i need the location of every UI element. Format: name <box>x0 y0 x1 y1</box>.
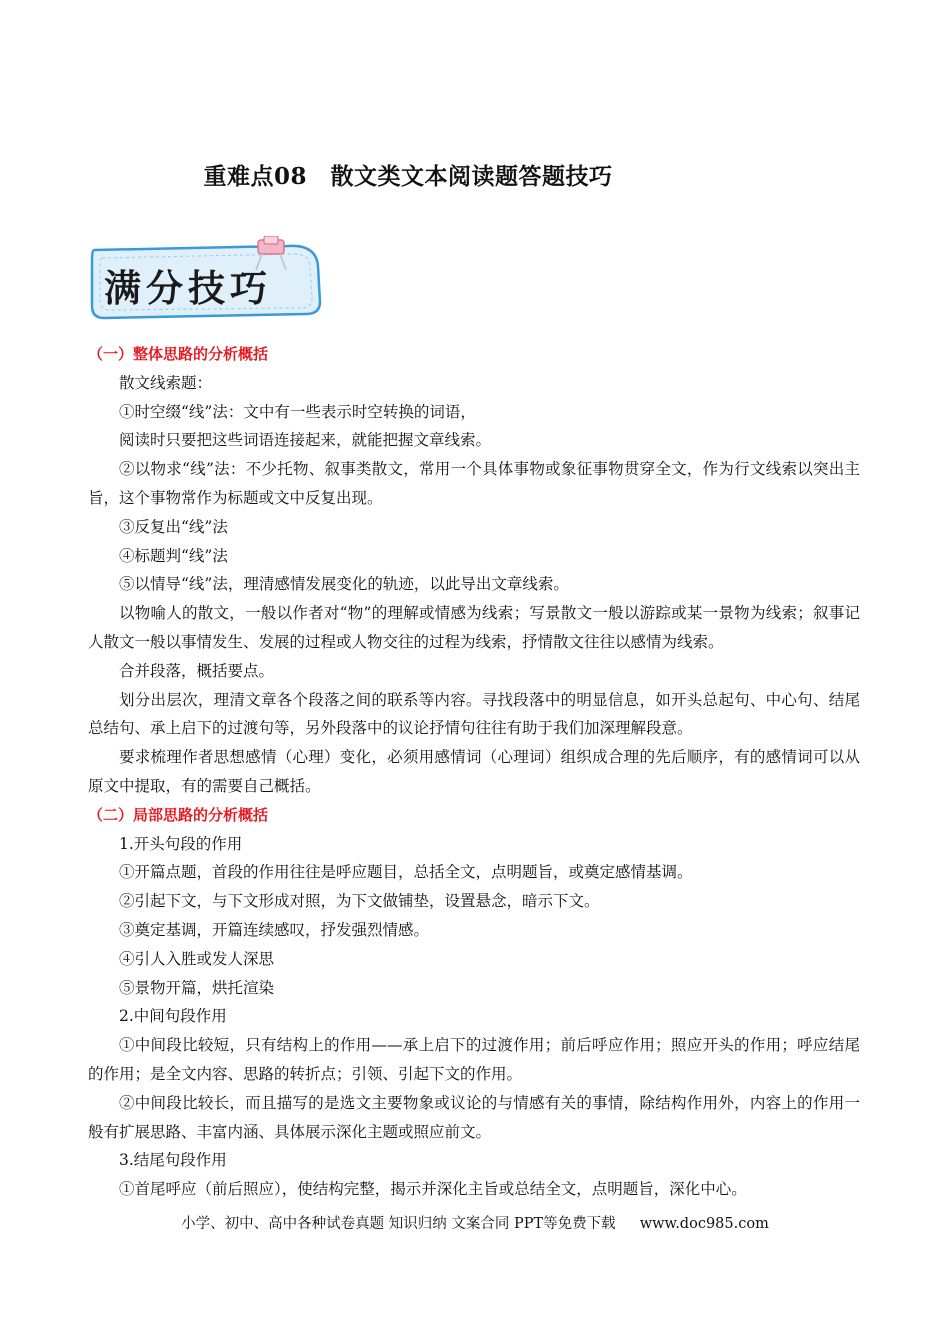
paragraph: ②以物求“线”法：不少托物、叙事类散文，常用一个具体事物或象征事物贯穿全文，作为行文线索以突出主旨，这个事物常作为标题或文中反复出现。 <box>88 460 860 507</box>
paragraph: ④标题判“线”法 <box>119 546 228 565</box>
page-title: 重难点08 散文类文本阅读题答题技巧 <box>203 163 613 190</box>
content-body <box>88 340 860 1204</box>
page-footer <box>0 1212 950 1233</box>
section-heading: （二）局部思路的分析概括 <box>88 805 269 824</box>
paragraph: ③奠定基调，开篇连续感叹，抒发强烈情感。 <box>119 920 430 939</box>
paragraph: 1.开头句段的作用 <box>119 834 243 853</box>
paragraph: 散文线索题： <box>119 373 213 392</box>
badge-label: 满分技巧 <box>104 267 272 310</box>
paragraph: ①时空缀“线”法：文中有一些表示时空转换的词语， <box>119 402 476 421</box>
paragraph: ⑤景物开篇，烘托渲染 <box>119 978 275 997</box>
paragraph: ①首尾呼应（前后照应），使结构完整，揭示并深化主旨或总结全文，点明题旨，深化中心。 <box>119 1180 747 1199</box>
paragraph: ②引起下文，与下文形成对照，为下文做铺垫，设置悬念，暗示下文。 <box>119 892 600 911</box>
paragraph: ③反复出“线”法 <box>119 517 228 536</box>
footer-text: 小学、初中、高中各种试卷真题 知识归纳 文案合同 PPT等免费下载 <box>181 1216 616 1232</box>
paragraph: ②中间段比较长，而且描写的是选文主要物象或议论的与情感有关的事情，除结构作用外，内容上的作用一般有扩展思路、丰富内涵、具体展示深化主题或照应前文。 <box>88 1093 860 1141</box>
paragraph: 3.结尾句段作用 <box>119 1151 227 1170</box>
section-heading: （一）整体思路的分析概括 <box>88 345 269 363</box>
footer-url[interactable]: www.doc985.com <box>639 1216 769 1232</box>
paragraph: ①开篇点题，首段的作用往往是呼应题目，总括全文，点明题旨，或奠定感情基调。 <box>119 863 693 882</box>
paragraph: 阅读时只要把这些词语连接起来，就能把握文章线索。 <box>119 431 492 450</box>
paragraph: ④引人入胜或发人深思 <box>119 949 275 968</box>
paragraph: 以物喻人的散文，一般以作者对“物”的理解或情感为线索；写景散文一般以游踪或某一景物为线索；叙事记人散文一般以事情发生、发展的过程或人物交往的过程为线索，抒情散文往往以感情为线索。 <box>88 604 860 651</box>
paragraph: 划分出层次，理清文章各个段落之间的联系等内容。寻找段落中的明显信息，如开头总起句、中心句、结尾总结句、承上启下的过渡句等，另外段落中的议论抒情句往往有助于我们加深理解段意。 <box>88 690 860 738</box>
paragraph: ⑤以情导“线”法，理清感情发展变化的轨迹，以此导出文章线索。 <box>119 575 569 594</box>
paragraph: 合并段落，概括要点。 <box>119 661 275 680</box>
paragraph: ①中间段比较短，只有结构上的作用——承上启下的过渡作用；前后呼应作用；照应开头的作用；呼应结尾的作用；是全文内容、思路的转折点；引领、引起下文的作用。 <box>88 1036 860 1083</box>
paragraph: 2.中间句段作用 <box>119 1007 227 1026</box>
paragraph: 要求梳理作者思想感情（心理）变化，必须用感情词（心理词）组织成合理的先后顺序，有的感情词可以从原文中提取，有的需要自己概括。 <box>88 748 860 795</box>
